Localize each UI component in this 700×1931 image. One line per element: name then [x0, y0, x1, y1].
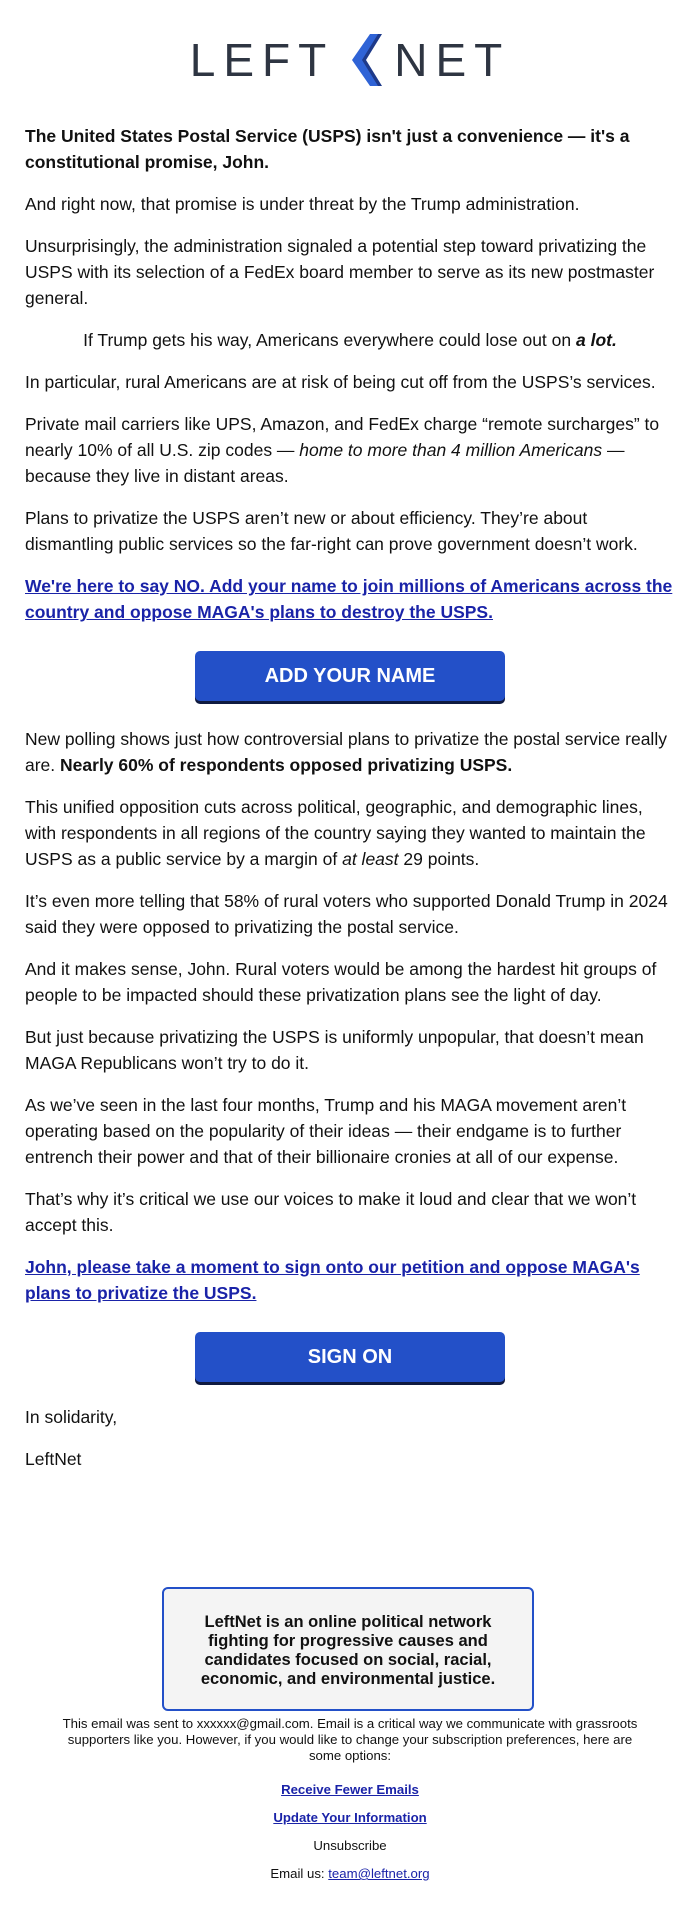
paragraph: Plans to privatize the USPS aren’t new or about efficiency. They’re about dismantling public services so the far-right can prove government doesn’t work. [25, 508, 638, 554]
update-information-link[interactable]: Update Your Information [273, 1810, 427, 1825]
paragraph: New polling shows just how controversial plans to privatize the postal service really are. Nearly 60% of respondents opposed privatizing USPS. [25, 729, 667, 775]
petition-link-paragraph [25, 573, 675, 625]
logo-left-text: LEFT [189, 34, 335, 86]
about-text: LeftNet is an online political network fighting for progressive causes and candidates focused on social, racial, economic, and environmental justice. [200, 1613, 496, 1688]
chevron-left-icon [344, 32, 384, 88]
subscription-notice: This email was sent to xxxxxx@gmail.com. Email is a critical way we communicate with grassroots supporters like you. However, if you would like to change your subscription preferences, here are some options: [62, 1716, 638, 1763]
paragraph: Unsurprisingly, the administration signaled a potential step toward privatizing the USPS with its selection of a FedEx board member to serve as its new postmaster general. [25, 236, 655, 308]
paragraph: It’s even more telling that 58% of rural voters who supported Donald Trump in 2024 said they were opposed to privatizing the postal service. [25, 891, 668, 937]
logo-right-text: NET [394, 34, 511, 86]
paragraph: This unified opposition cuts across political, geographic, and demographic lines, with respondents in all regions of the country saying they wanted to maintain the USPS as a public service by a margin of at least 29 points. [25, 797, 646, 869]
intro-paragraph: The United States Postal Service (USPS) isn't just a convenience — it's a constitutional promise, John. [25, 126, 630, 172]
email-body [25, 123, 675, 1472]
unsubscribe-link[interactable]: Unsubscribe [313, 1838, 387, 1853]
closing-text: In solidarity, [25, 1407, 118, 1427]
add-your-name-button[interactable]: ADD YOUR NAME [195, 651, 505, 701]
email-label: Email us: [270, 1866, 329, 1881]
petition-link[interactable]: We're here to say NO. Add your name to join millions of Americans across the country and oppose MAGA's plans to destroy the USPS. [25, 576, 673, 622]
paragraph: If Trump gets his way, Americans everywhere could lose out on a lot. [83, 330, 617, 350]
paragraph: But just because privatizing the USPS is uniformly unpopular, that doesn’t mean MAGA Republicans won’t try to do it. [25, 1027, 644, 1073]
sign-on-button[interactable]: SIGN ON [195, 1332, 505, 1382]
paragraph: As we’ve seen in the last four months, Trump and his MAGA movement aren’t operating based on the popularity of their ideas — their endgame is to further entrench their power and that of their billionaire cronies at all of our expense. [25, 1095, 627, 1167]
contact-email-link[interactable]: team@leftnet.org [328, 1866, 430, 1881]
paragraph: Private mail carriers like UPS, Amazon, and FedEx charge “remote surcharges” to nearly 10% of all U.S. zip codes — home to more than 4 million Americans — because they live in distant areas. [25, 414, 660, 486]
paragraph: In particular, rural Americans are at risk of being cut off from the USPS’s services. [25, 372, 656, 392]
signature: LeftNet [25, 1449, 82, 1469]
leftnet-logo [0, 30, 700, 90]
sign-petition-link[interactable]: John, please take a moment to sign onto our petition and oppose MAGA's plans to privatize the USPS. [25, 1257, 640, 1303]
about-box [162, 1587, 534, 1711]
paragraph: And it makes sense, John. Rural voters would be among the hardest hit groups of people to be impacted should these privatization plans see the light of day. [25, 959, 657, 1005]
paragraph: And right now, that promise is under threat by the Trump administration. [25, 194, 580, 214]
receive-fewer-emails-link[interactable]: Receive Fewer Emails [281, 1782, 419, 1797]
petition-link-paragraph [25, 1254, 675, 1306]
footer-links [0, 1776, 700, 1888]
paragraph: That’s why it’s critical we use our voices to make it loud and clear that we won’t accept this. [25, 1189, 637, 1235]
